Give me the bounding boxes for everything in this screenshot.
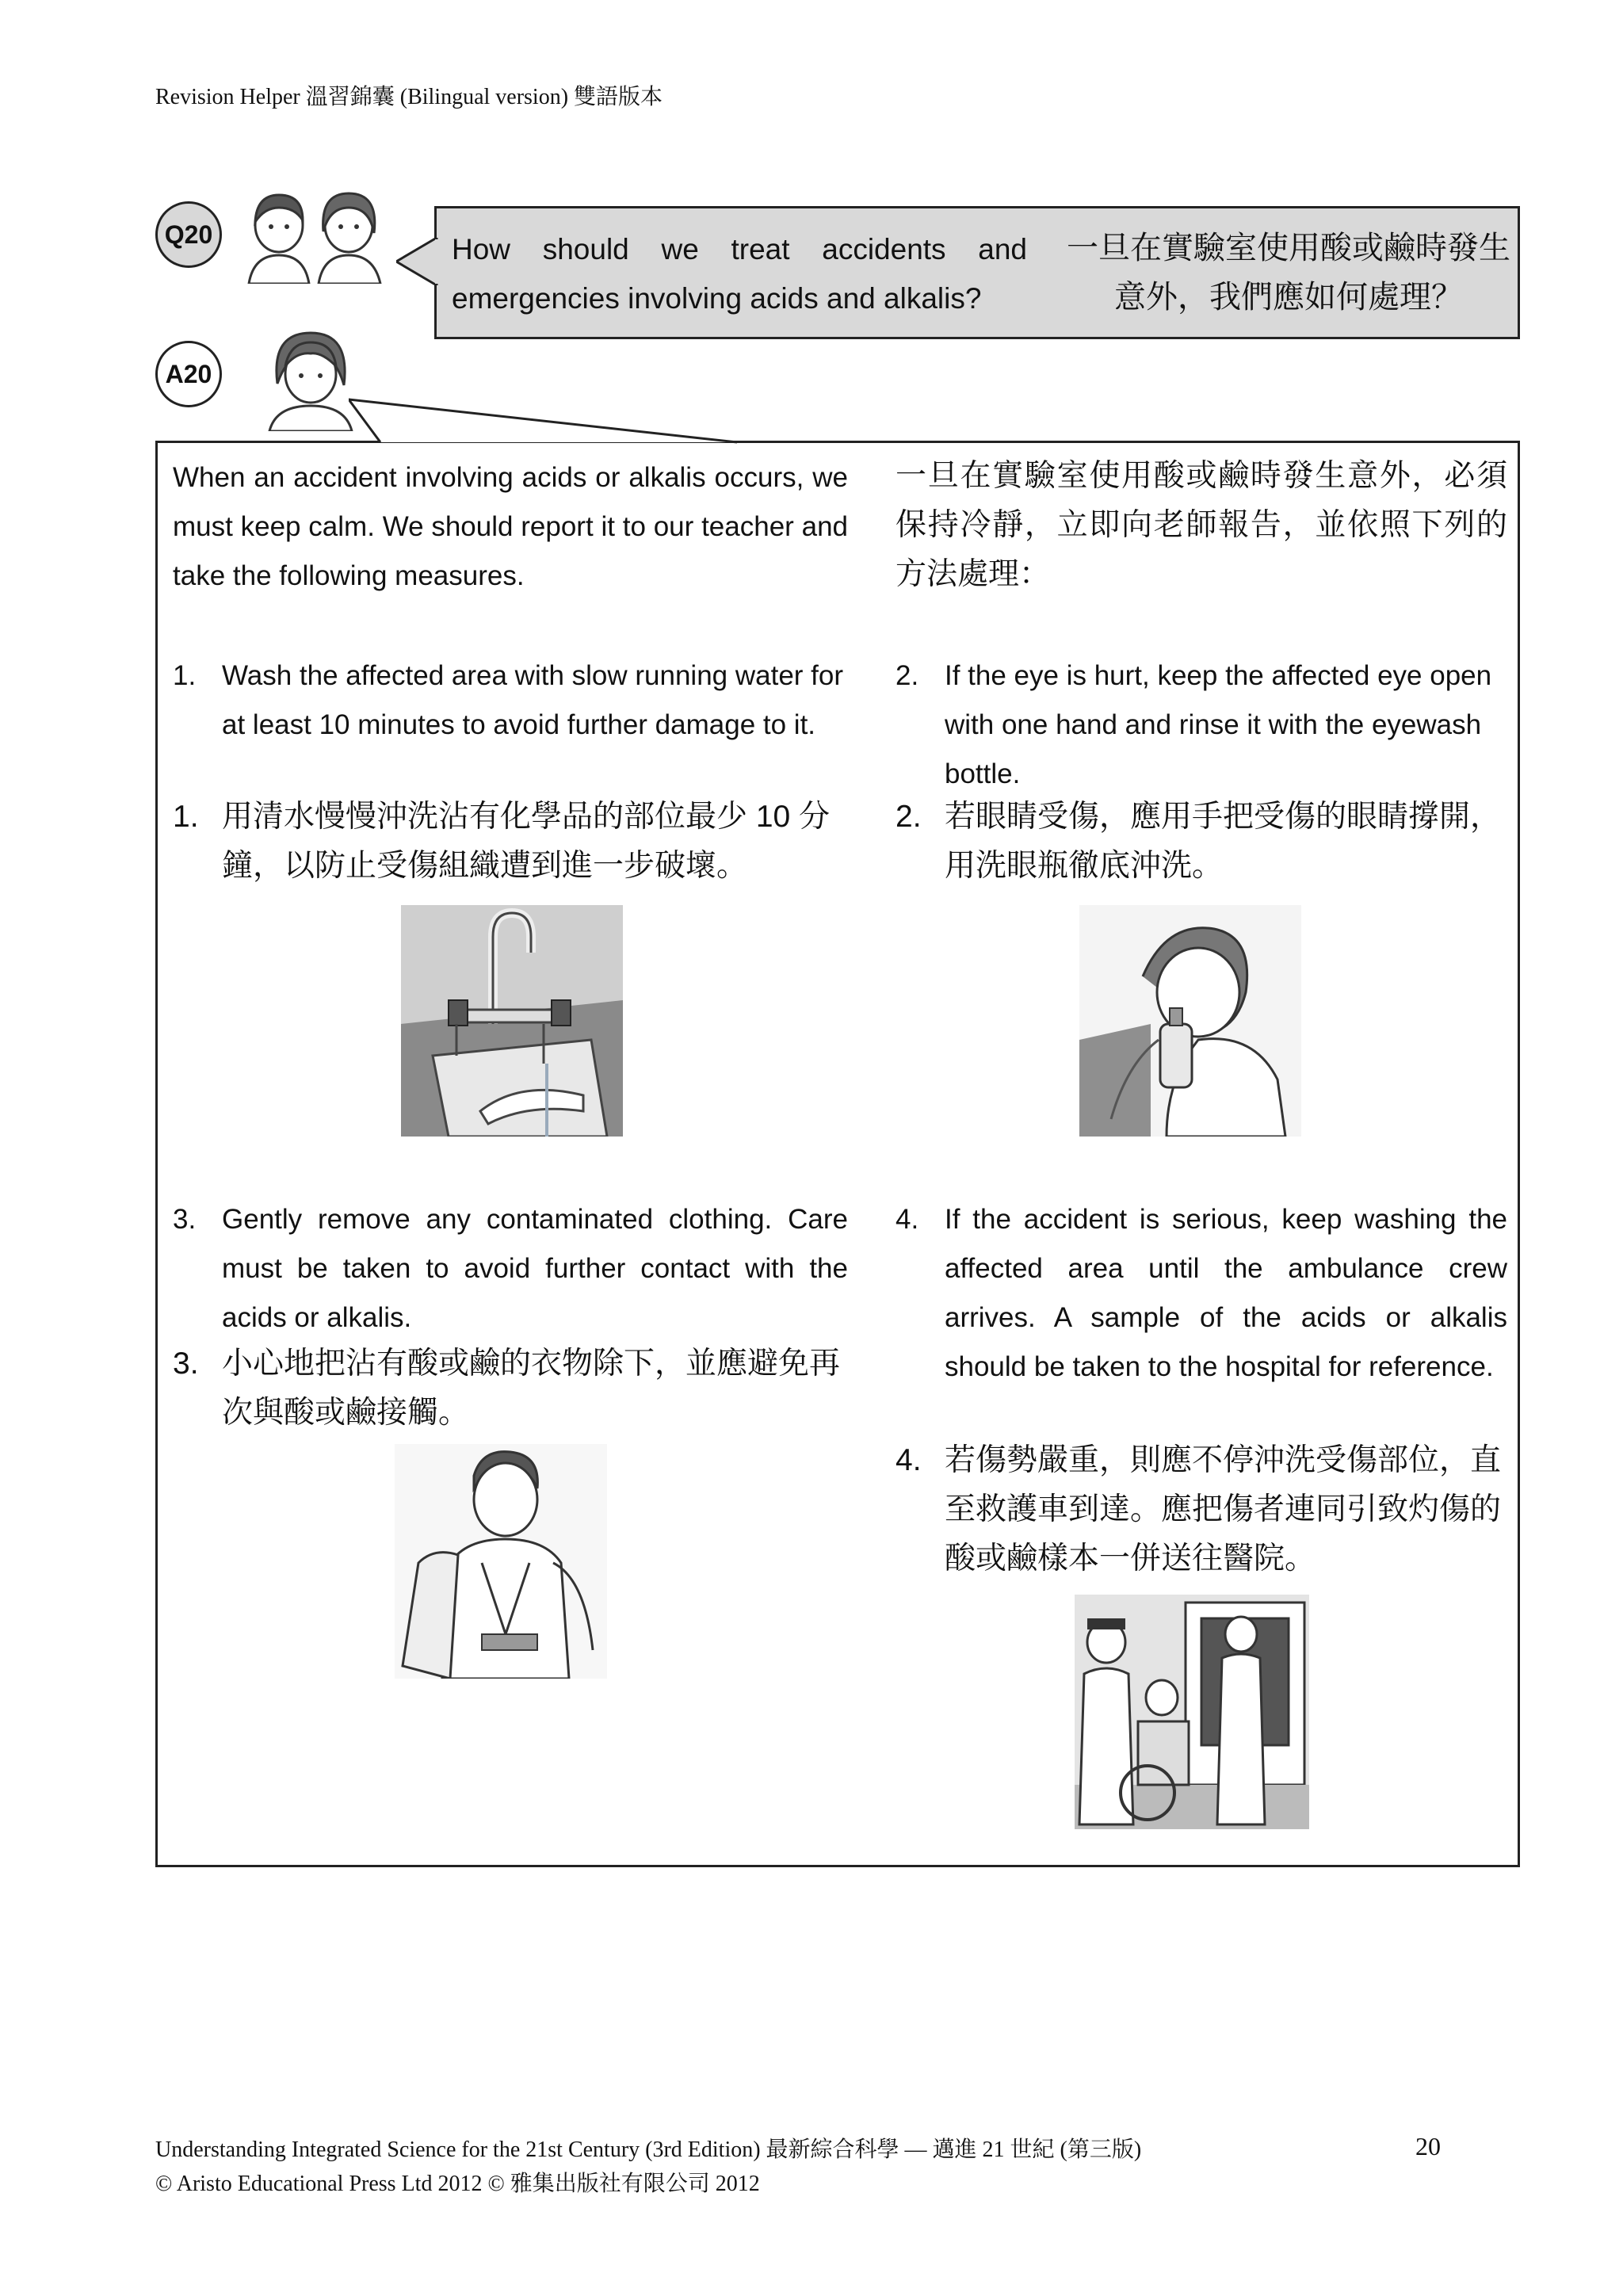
step-number: 4.: [896, 1443, 922, 1477]
step-text: 小心地把沾有酸或鹼的衣物除下，並應避免再次與酸或鹼接觸。: [222, 1347, 841, 1430]
tap-washing-illustration: [401, 905, 623, 1137]
page-header: Revision Helper 溫習錦囊 (Bilingual version) 雙語版本: [155, 85, 663, 109]
step-text: 若眼睛受傷，應用手把受傷的眼睛撐開，用洗眼瓶徹底沖洗。: [945, 800, 1502, 883]
page-number: 20: [1415, 2132, 1441, 2160]
step-number: 3.: [173, 1204, 197, 1235]
footer-title: Understanding Integrated Science for the 21st Century (3rd Edition) 最新綜合科學 — 邁進 21 世紀 (第三版): [155, 2137, 1142, 2162]
step-text: Wash the affected area with slow running water for at least 10 minutes to avoid further damage to it.: [222, 660, 844, 740]
step-1-en: [173, 651, 848, 750]
step-2-en: [896, 651, 1507, 799]
step-3-en: [173, 1195, 848, 1343]
students-illustration: [238, 184, 396, 284]
step-text: 若傷勢嚴重，則應不停沖洗受傷部位，直至救護車到達。應把傷者連同引致灼傷的酸或鹼樣本一併送往醫院。: [945, 1443, 1502, 1576]
question-text-en: How should we treat accidents and emergencies involving acids and alkalis?: [452, 233, 1027, 315]
step-number: 1.: [173, 660, 197, 691]
step-text: 用清水慢慢沖洗沾有化學品的部位最少 10 分鐘，以防止受傷組織遭到進一步破壞。: [222, 800, 831, 883]
step-2-zh: [896, 793, 1507, 891]
question-bubble-pointer: [396, 238, 439, 285]
step-number: 2.: [896, 800, 922, 834]
answer-bubble-pointer: [349, 396, 745, 445]
intro-text-zh: 一旦在實驗室使用酸或鹼時發生意外，必須保持冷靜，立即向老師報告，並依照下列的方法處理：: [896, 459, 1507, 591]
intro-text-en: When an accident involving acids or alkalis occurs, we must keep calm. We should report it to our teacher and take the following measures.: [173, 462, 848, 591]
step-number: 2.: [896, 660, 919, 691]
step-number: 3.: [173, 1347, 199, 1381]
teacher-illustration: [258, 328, 361, 431]
step-number: 1.: [173, 800, 199, 834]
footer-copyright: © Aristo Educational Press Ltd 2012 © 雅集出版社有限公司 2012: [155, 2172, 760, 2196]
step-4-zh: [896, 1436, 1507, 1584]
answer-badge: A20: [155, 341, 222, 407]
step-1-zh: [173, 793, 848, 891]
eyewash-illustration: [1079, 905, 1301, 1137]
step-3-zh: [173, 1339, 848, 1438]
remove-clothing-illustration: [395, 1444, 607, 1679]
question-badge: Q20: [155, 201, 222, 268]
step-text: If the eye is hurt, keep the affected eye open with one hand and rinse it with the eyewash bottle.: [945, 660, 1492, 789]
step-text: If the accident is serious, keep washing the affected area until the ambulance crew arrives. A sample of the acids or alkalis should be taken to the hospital for reference.: [945, 1204, 1507, 1382]
step-number: 4.: [896, 1204, 919, 1235]
step-4-en: [896, 1195, 1507, 1392]
question-text-zh: 一旦在實驗室使用酸或鹼時發生意外，我們應如何處理？: [1067, 231, 1510, 315]
ambulance-illustration: [1075, 1595, 1309, 1829]
step-text: Gently remove any contaminated clothing. Care must be taken to avoid further contact with the acids or alkalis.: [222, 1204, 848, 1333]
